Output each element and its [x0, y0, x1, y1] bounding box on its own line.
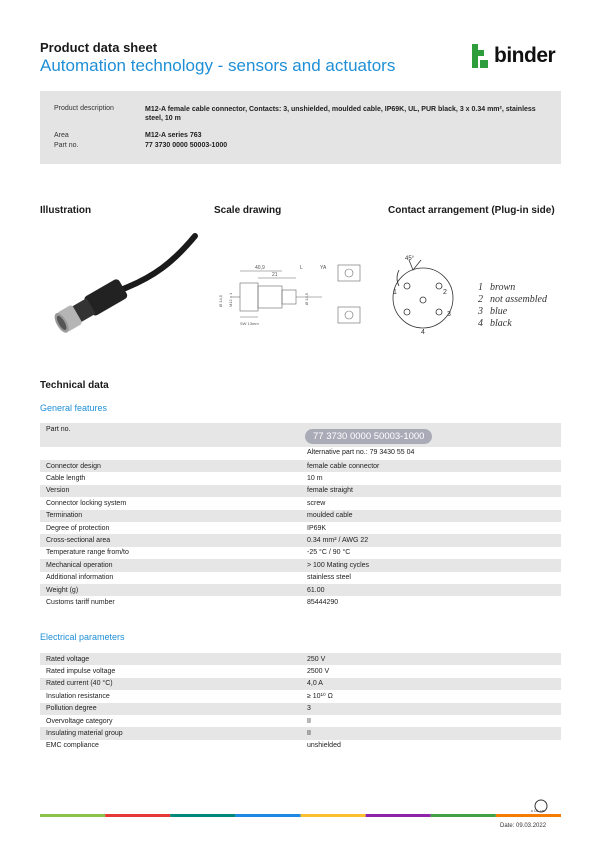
- ul-mark-icon: [528, 799, 564, 813]
- footer-bar-segment: [105, 814, 170, 817]
- description-value: M12-A female cable connector, Contacts: 3, unshielded, moulded cable, IP69K, UL, PUR black, 3 x 0.34 mm², stainless steel, 10 m: [145, 106, 536, 122]
- dim-d2: M12 x 1: [228, 292, 233, 307]
- row-value: -25 °C / 90 °C: [301, 547, 561, 559]
- row-value: 10 m: [301, 472, 561, 484]
- table-row: [40, 740, 561, 752]
- pin-4-num: 4: [421, 329, 425, 336]
- illustration-heading: Illustration: [40, 205, 92, 216]
- row-value: female straight: [301, 485, 561, 497]
- row-label: Insulation resistance: [40, 690, 301, 702]
- row-label: Overvoltage category: [40, 715, 301, 727]
- row-label: Connector design: [40, 460, 301, 472]
- general-features-heading: General features: [40, 403, 108, 413]
- row-value: 3: [301, 703, 561, 715]
- pin-3-name: blue: [490, 306, 508, 317]
- footer-bar-segment: [496, 814, 561, 817]
- dim-21: 21: [272, 272, 278, 278]
- page-title: Product data sheet: [40, 40, 158, 55]
- table-row: [40, 522, 561, 534]
- general-partno-pill: [305, 426, 432, 444]
- partno-value: 77 3730 0000 50003-1000: [145, 142, 228, 149]
- dim-top: 40,9: [255, 265, 265, 271]
- dim-ya: YA: [320, 265, 327, 271]
- electrical-table: [40, 653, 561, 752]
- alt-partno-row: [40, 447, 561, 459]
- footer-bar-segment: [301, 814, 366, 817]
- footer-bar-segment: [366, 814, 431, 817]
- pin-2-name: not assembled: [490, 294, 547, 305]
- row-value: 250 V: [301, 653, 561, 665]
- row-value: II: [301, 727, 561, 739]
- row-value: 2500 V: [301, 665, 561, 677]
- row-label: Termination: [40, 510, 301, 522]
- table-row: [40, 584, 561, 596]
- row-value: ≥ 10¹⁰ Ω: [301, 690, 561, 702]
- footer-bar-segment: [40, 814, 105, 817]
- dim-sw: SW 13mm: [240, 321, 259, 326]
- logo-text: binder: [494, 44, 556, 67]
- alt-partno: Alternative part no.: 79 3430 55 04: [307, 449, 415, 456]
- row-label: Pollution degree: [40, 703, 301, 715]
- pin-1-name: brown: [490, 282, 516, 293]
- scale-drawing-heading: Scale drawing: [214, 205, 282, 216]
- pin-1-number: 1: [478, 282, 483, 293]
- table-row: [40, 559, 561, 571]
- row-label: EMC compliance: [40, 740, 301, 752]
- pin-2-num: 2: [443, 289, 447, 296]
- scale-drawing: [212, 255, 377, 335]
- pin-4-number: 4: [478, 318, 483, 329]
- partno-label: Part no.: [54, 142, 79, 149]
- row-label: Rated current (40 °C): [40, 678, 301, 690]
- table-row: [40, 690, 561, 702]
- general-partno-label: Part no.: [46, 426, 71, 433]
- table-row: [40, 572, 561, 584]
- row-value: female cable connector: [301, 460, 561, 472]
- general-partno-value: 77 3730 0000 50003-1000: [305, 429, 432, 444]
- table-row: [40, 665, 561, 677]
- contact-arrangement-heading: Contact arrangement (Plug-in side): [388, 205, 555, 216]
- pin-2-number: 2: [478, 294, 483, 305]
- table-row: [40, 715, 561, 727]
- dim-d1: Ø 14,5: [218, 294, 223, 307]
- table-row: [40, 510, 561, 522]
- general-features-table: [40, 460, 561, 609]
- row-value: screw: [301, 497, 561, 509]
- table-row: [40, 727, 561, 739]
- dim-d3: Ø 14,5: [304, 292, 309, 305]
- row-label: Temperature range from/to: [40, 547, 301, 559]
- area-value: M12-A series 763: [145, 132, 202, 139]
- row-label: Degree of protection: [40, 522, 301, 534]
- footer-bar-segment: [170, 814, 235, 817]
- row-label: Cable length: [40, 472, 301, 484]
- row-value: > 100 Mating cycles: [301, 559, 561, 571]
- date: Date: 09.03.2022: [500, 823, 547, 829]
- table-row: [40, 703, 561, 715]
- table-row: [40, 534, 561, 546]
- row-value: 4,0 A: [301, 678, 561, 690]
- row-value: unshielded: [301, 740, 561, 752]
- pin-1-num: 1: [393, 289, 397, 296]
- table-row: [40, 653, 561, 665]
- table-row: [40, 485, 561, 497]
- color-footer-bar: [40, 814, 561, 817]
- row-value: 61.00: [301, 584, 561, 596]
- row-value: IP69K: [301, 522, 561, 534]
- table-row: [40, 460, 561, 472]
- row-label: Cross-sectional area: [40, 534, 301, 546]
- row-label: Version: [40, 485, 301, 497]
- footer-bar-segment: [431, 814, 496, 817]
- page-subtitle: Automation technology - sensors and actuators: [40, 56, 396, 75]
- ul-mark-text: c UL us: [531, 808, 545, 813]
- table-row: [40, 497, 561, 509]
- row-label: Connector locking system: [40, 497, 301, 509]
- footer-bar-segment: [235, 814, 300, 817]
- row-label: Rated impulse voltage: [40, 665, 301, 677]
- pin-4-name: black: [490, 318, 512, 329]
- pin-3-num: 3: [447, 311, 451, 318]
- row-value: stainless steel: [301, 572, 561, 584]
- row-value: II: [301, 715, 561, 727]
- dim-l: L: [300, 265, 303, 271]
- table-row: [40, 678, 561, 690]
- table-row: [40, 547, 561, 559]
- table-row: [40, 596, 561, 608]
- row-value: 85444290: [301, 596, 561, 608]
- angle-label: 45°: [405, 256, 415, 262]
- table-row: [40, 472, 561, 484]
- row-label: Insulating material group: [40, 727, 301, 739]
- row-label: Mechanical operation: [40, 559, 301, 571]
- electrical-parameters-heading: Electrical parameters: [40, 632, 125, 642]
- row-label: Customs tariff number: [40, 596, 301, 608]
- product-info-box: [40, 91, 561, 164]
- connector-illustration: [45, 230, 205, 350]
- contact-diagram: [385, 248, 565, 348]
- pin-3-number: 3: [478, 306, 483, 317]
- area-label: Area: [54, 132, 69, 139]
- technical-data-heading: Technical data: [40, 380, 109, 391]
- description-label: Product description: [54, 105, 114, 112]
- row-label: Additional information: [40, 572, 301, 584]
- row-label: Weight (g): [40, 584, 301, 596]
- row-value: 0.34 mm² / AWG 22: [301, 534, 561, 546]
- row-label: Rated voltage: [40, 653, 301, 665]
- row-value: moulded cable: [301, 510, 561, 522]
